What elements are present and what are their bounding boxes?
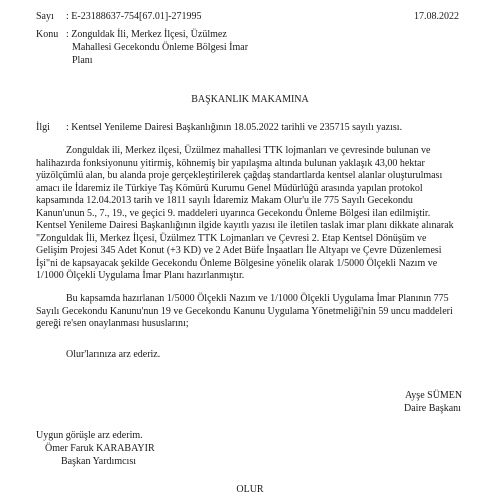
endorser-name: Ömer Faruk KARABAYIR	[45, 443, 155, 454]
signer-title: Daire Başkanı	[404, 403, 461, 414]
body-line: Kanun'unun 5., 7., 19., ve geçici 9. maddeleri uyarınca Gecekondu Önleme Bölgesi ilan edilmiştir.	[36, 207, 431, 219]
body-line: kapsamında 12.04.2013 tarih ve 1811 sayılı İdaremiz Makam Olur'u ile 775 Sayılı Gecekondu	[36, 195, 413, 206]
endorser-title: Başkan Yardımcısı	[61, 456, 136, 467]
approval-olur: OLUR	[236, 484, 264, 495]
body-line: 1/1000 Ölçekli Uygulama İmar Planı hazırlanmıştır.	[36, 270, 245, 281]
ilgi-text: : Kentsel Yenileme Dairesi Başkanlığının 18.05.2022 tarihli ve 235715 sayılı yazısı.	[66, 122, 403, 133]
body-line: Sayılı Gecekondu Kanunu'nun 19 ve Gecekondu Kanunu Uygulama Yönetmeliği'nin 59 uncu maddeleri	[36, 305, 453, 317]
body-line: yüzölçümlü alan, bu alanda proje gerçekleştirilerek çağdaş standartlarda kentsel alanlar oluşturulması	[36, 170, 443, 181]
closing-line: Olur'larınıza arz ederiz.	[66, 349, 161, 360]
body-line: gereği re'sen onaylanması hususlarını;	[36, 318, 189, 329]
body-line: İşi"ni de kapsayacak şekilde Gecekondu Önleme Bölgesine yönelik olarak 1/5000 Ölçekli Nazım ve	[36, 257, 438, 269]
body-line: "Zonguldak İli, Merkez İlçesi, Üzülmez TTK Lojmanları ve Çevresi 2. Etap Kentsel Dönüşüm ve	[36, 232, 427, 244]
body-line: amacı ile İdaremiz ile Türkiye Taş Kömürü Kurumu Genel Müdürlüğü arasında yapılan protokol	[36, 182, 423, 194]
sayi-value: : E-23188637-754[67.01]-271995	[66, 11, 202, 22]
body-paragraph-2	[36, 293, 464, 331]
signer-name: Ayşe SÜMEN	[405, 390, 463, 401]
body-paragraph-1	[36, 145, 464, 283]
body-line: Gelişim Projesi 345 Adet Konut (+3 KD) ve 2 Adet Büfe İnşaatları İle Altyapı ve Çevre Düzenlemesi	[36, 245, 442, 256]
document-date: 17.08.2022	[414, 11, 459, 22]
sayi-label: Sayı	[36, 11, 54, 22]
body-line: Kentsel Yenileme Dairesi Başkanlığının ilgide kayıtlı yazısı ile iletilen taslak imar planı dikkate alınarak	[36, 220, 454, 231]
body-line: Bu kapsamda hazırlanan 1/5000 Ölçekli Nazım ve 1/1000 Ölçekli Uygulama İmar Planının 775	[66, 293, 449, 304]
endorsement-note: Uygun görüşle arz ederim.	[36, 430, 143, 441]
ilgi-label: İlgi	[36, 122, 50, 133]
konu-line: Mahallesi Gecekondu Önleme Bölgesi İmar	[72, 42, 249, 53]
konu-line: : Zonguldak İli, Merkez İlçesi, Üzülmez	[66, 29, 227, 40]
konu-label: Konu	[36, 29, 59, 40]
body-line: halihazırda fonksiyonunu yitirmiş, köhnemiş bir yapılaşma altında bulunan yaklaşık 43,00 hektar	[36, 157, 425, 169]
body-line: Zonguldak ili, Merkez ilçesi, Üzülmez mahallesi TTK lojmanları ve çevresinde bulunan ve	[66, 145, 431, 156]
konu-line: Planı	[72, 55, 93, 66]
document-title: BAŞKANLIK MAKAMINA	[191, 94, 309, 105]
